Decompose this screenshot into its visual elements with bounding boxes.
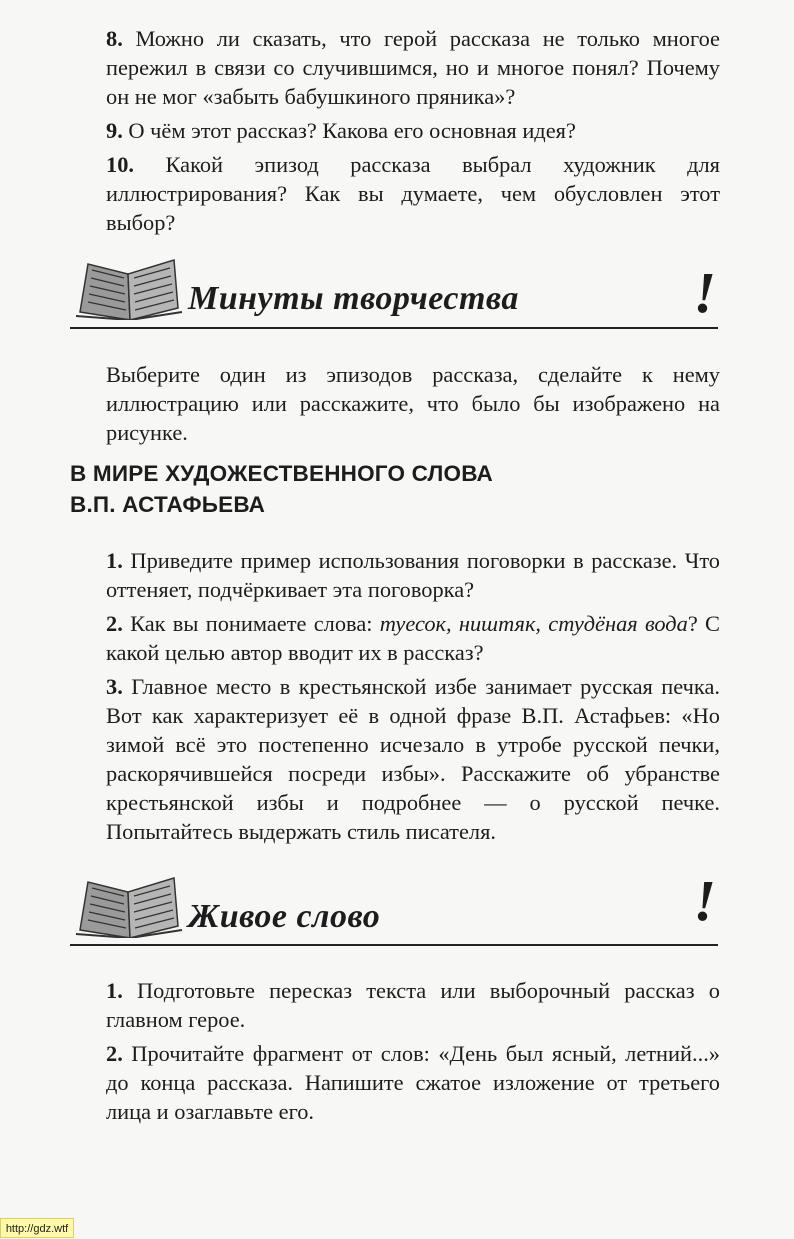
question-10: 10. Какой эпизод рассказа выбрал художник для иллюстрирования? Как вы думаете, чем обусловлен этот выбор? <box>106 152 720 235</box>
question-live-2: 2. Прочитайте фрагмент от слов: «День был ясный, летний...» до конца рассказа. Напишите сжатое изложение от третьего лица и озаглавьте его. <box>106 1041 720 1124</box>
questions-live <box>106 976 720 1131</box>
banner-title: Минуты творчества <box>188 280 519 317</box>
banner-creativity <box>70 250 718 330</box>
section-heading <box>70 458 730 520</box>
question-art-2: 2. Как вы понимаете слова: туесок, ништяк, студёная вода? С какой целью автор вводит их в рассказ? <box>106 611 720 665</box>
banner-underline <box>70 327 718 329</box>
creativity-text: Выберите один из эпизодов рассказа, сделайте к нему иллюстрацию или расскажите, что было бы изображено на рисунке. <box>106 362 720 445</box>
banner-underline <box>70 944 718 946</box>
exclamation-mark: ! <box>693 260 716 325</box>
question-art-1: 1. Приведите пример использования поговорки в рассказе. Что оттеняет, подчёркивает эта поговорка? <box>106 548 721 602</box>
section-heading-line1: В МИРЕ ХУДОЖЕСТВЕННОГО СЛОВА <box>70 461 493 486</box>
section-heading-line2: В.П. АСТАФЬЕВА <box>70 492 266 517</box>
question-live-1: 1. Подготовьте пересказ текста или выборочный рассказ о главном герое. <box>106 978 720 1032</box>
open-book-icon <box>74 868 184 938</box>
banner-title: Живое слово <box>188 898 381 935</box>
questions-top <box>106 24 720 242</box>
questions-art <box>106 546 720 851</box>
question-8: 8. Можно ли сказать, что герой рассказа не только многое пережил в связи со случившимся, но и многое понял? Почему он не мог «забыть бабушкиного пряника»? <box>106 26 720 109</box>
question-9: 9. О чём этот рассказ? Какова его основная идея? <box>106 118 576 143</box>
question-art-3: 3. Главное место в крестьянской избе занимает русская печка. Вот как характеризует её в одной фразе В.П. Астафьев: «Но зимой всё это постепенно исчезало в утробе русской печки, раскорячившейся посреди избы». Расскажите об убранстве крестьянской избы и подробнее — о русской печке. Попытайтесь выдержать стиль писателя. <box>106 674 720 844</box>
banner-live-word <box>70 868 718 948</box>
watermark-link[interactable]: http://gdz.wtf <box>0 1218 74 1238</box>
exclamation-mark: ! <box>693 868 716 933</box>
creativity-task <box>106 360 720 452</box>
open-book-icon <box>74 250 184 320</box>
